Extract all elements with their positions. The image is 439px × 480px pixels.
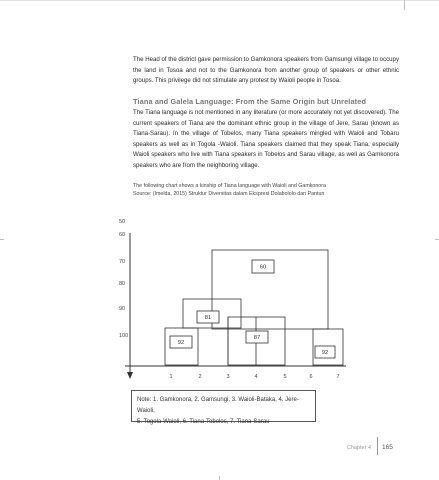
note-line-2: 5. Togola-Waioli, 6. Tiana-Tobelos, 7. Tiana-Sarau — [137, 419, 270, 425]
y-tick-label: 90 — [119, 306, 126, 312]
legend-note — [131, 390, 316, 425]
y-tick-label: 60 — [119, 232, 126, 238]
x-tick-label: 4 — [254, 374, 258, 380]
y-tick-label: 80 — [119, 281, 126, 287]
merge-label: 87 — [253, 335, 261, 341]
chapter-label: Chapter 4 — [346, 445, 371, 451]
y-axis-arrow-icon — [127, 372, 133, 379]
merge-label: 60 — [259, 264, 267, 271]
section-heading: Tiana and Galela Language: From the Same Origin but Unrelated — [133, 97, 367, 106]
footer-divider — [377, 437, 378, 455]
x-tick-labels — [169, 374, 339, 380]
chart-source: Source: (Imelda, 2015) Struktur Diversitas dalam Ekspresi Dolabololo dan Pantun — [133, 191, 325, 197]
x-tick-label: 7 — [336, 374, 340, 380]
y-tick-label: 100 — [119, 333, 129, 339]
x-tick-label: 1 — [169, 374, 173, 380]
merge-label: 92 — [177, 340, 185, 346]
x-tick-label: 2 — [198, 374, 202, 380]
note-line-1: Note: 1. Gamkonora, 2. Gamsungi, 3. Waioli-Bataka, 4. Jere-Waioli, — [137, 397, 299, 414]
y-tick-labels — [119, 219, 128, 339]
merge-labels — [170, 260, 335, 358]
x-tick-label: 5 — [283, 374, 287, 380]
y-tick-label: 50 — [119, 219, 126, 225]
x-tick-label: 3 — [226, 374, 230, 380]
merge-label: 92 — [321, 350, 329, 356]
body-paragraph-1: The Head of the district gave permission to Gamkonora speakers from Gamsungi village to occupy the land in Tosoa and not to the Gamkonora from another group of speakers or other ethnic groups. This privilege did not stimulate any protest by Waioli people in Tosoa. — [133, 56, 399, 85]
body-paragraph-2: The Tiana language is not mentioned in any literature (or more accurately not yet discovered). The current speakers of Tiana are the dominant ethnic group in the village of Jere, Sarau (known as Tiana-Sarau). In the village of Tobelos, many Tiana speakers mingled with Waioli and Tobaru speakers as well as in Togola -Waioli. Tiana speakers claimed that they speak Tiana, especially Waioli speakers who live with Tiana speakers in Tobelos and Sarau village, as well as Gamkonora speakers who are from the neighboring village. — [133, 109, 399, 169]
merge-label: 81 — [204, 315, 212, 321]
x-tick-label: 6 — [309, 374, 313, 380]
y-tick-label: 70 — [119, 259, 126, 265]
page-number: 165 — [382, 444, 393, 451]
chart-caption: The following chart shows a kinship of Tiana language with Waioli and Gamkonora — [133, 183, 326, 189]
